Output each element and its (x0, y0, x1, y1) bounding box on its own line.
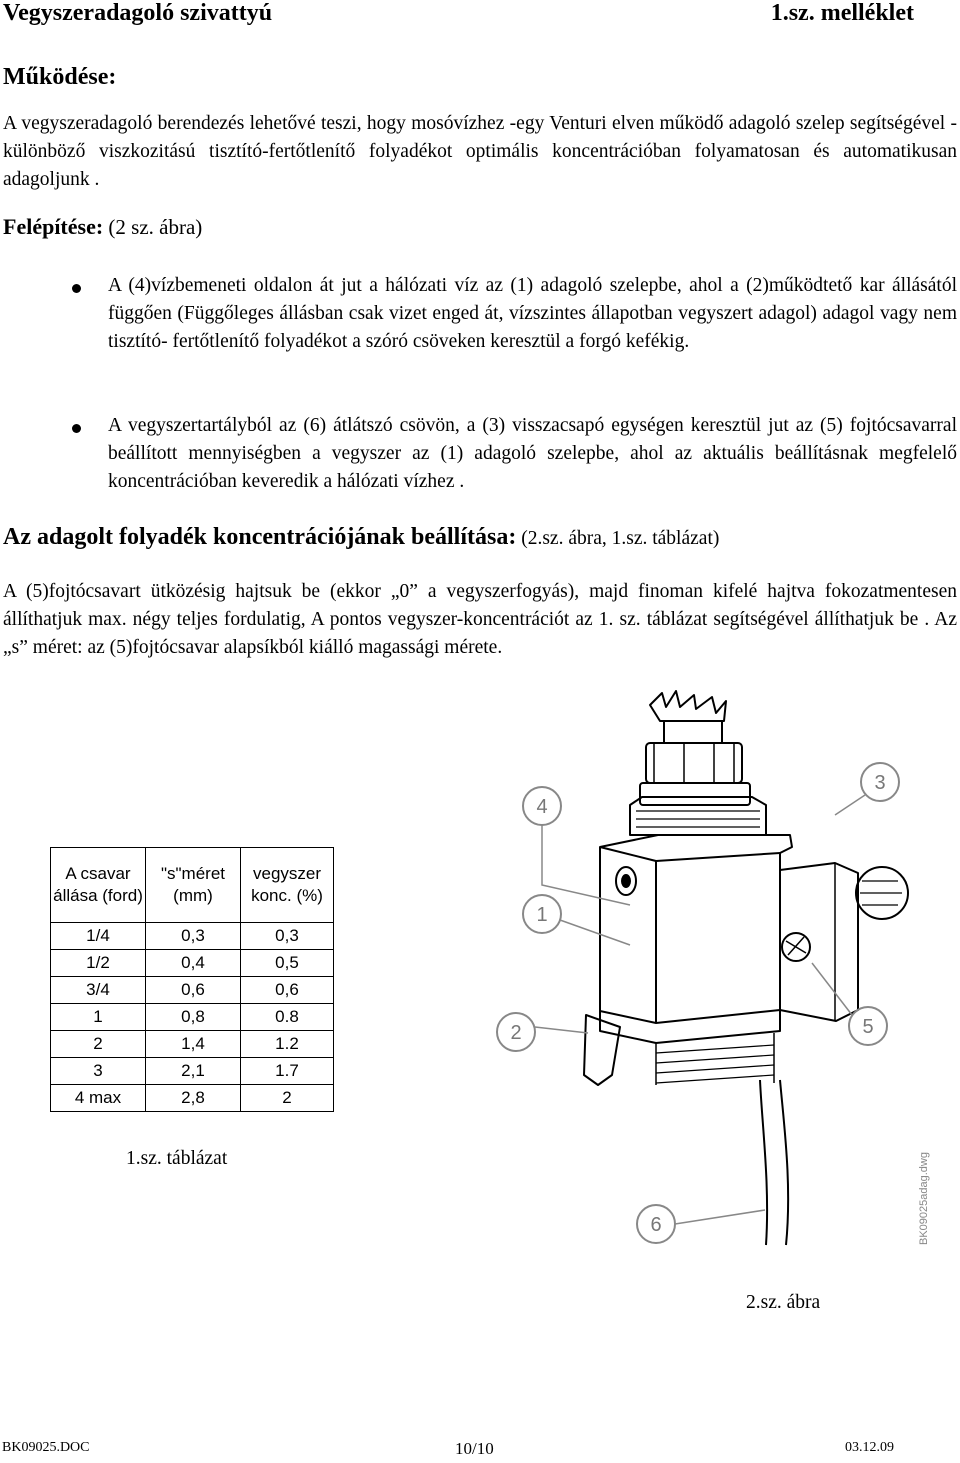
table-header-cell: A csavar állása (ford) (51, 848, 146, 923)
table-cell: 0,6 (146, 977, 241, 1004)
table-cell: 1,4 (146, 1031, 241, 1058)
table-header-row (51, 848, 334, 923)
table-cell: 0,4 (146, 950, 241, 977)
table-cell: 1/2 (51, 950, 146, 977)
valve-body-edges (600, 847, 780, 1023)
callout-3: 3 (874, 772, 886, 794)
table-cell: 3/4 (51, 977, 146, 1004)
callout-6: 6 (650, 1214, 662, 1236)
lower-collar (600, 1010, 780, 1043)
valve-drawing (480, 685, 940, 1265)
footer-doc-name: BK09025.DOC (2, 1440, 90, 1455)
thread-collar (630, 797, 766, 835)
table-cell: 4 max (51, 1085, 146, 1112)
table-cell: 0,3 (241, 923, 334, 950)
table-row (51, 1004, 334, 1031)
table-row (51, 1058, 334, 1085)
construction-heading (3, 214, 202, 240)
footer-page: 10/10 (455, 1439, 494, 1458)
table-row (51, 950, 334, 977)
table-cell: 0,5 (241, 950, 334, 977)
table-cell: 1/4 (51, 923, 146, 950)
concentration-paragraph: A (5)fojtócsavart ütközésig hajtsuk be (ekkor „0” a vegyszerfogyás), majd finoman kifelé hajtva fokozatmentesen állíthatjuk max. négy teljes fordulatig, A pontos vegyszer-koncentrációt az 1. sz. táblázat segítségével állíthatjuk be . Az „s” méret: az (5)fojtócsavar alapsíkból kiálló magassági mérete. (3, 581, 957, 658)
construction-heading-ref: (2 sz. ábra) (108, 215, 203, 239)
operation-heading: Működése: (3, 64, 117, 90)
table-cell: 1.7 (241, 1058, 334, 1085)
table-cell: 2,1 (146, 1058, 241, 1085)
table-header-cell: vegyszer konc. (%) (241, 848, 334, 923)
table-cell: 2 (241, 1085, 334, 1112)
table-cell: 0,6 (241, 977, 334, 1004)
callout-2: 2 (510, 1022, 522, 1044)
transparent-tube-edge (780, 1080, 788, 1245)
callout-4: 4 (536, 796, 548, 818)
construction-heading-label: Felépítése: (3, 214, 104, 239)
check-valve-housing (780, 863, 858, 1021)
table-row (51, 1031, 334, 1058)
document-title: Vegyszeradagoló szivattyú (3, 0, 273, 26)
table-cell: 1 (51, 1004, 146, 1031)
callout-1: 1 (536, 904, 548, 926)
operating-lever (584, 1015, 620, 1085)
table-cell: 0,3 (146, 923, 241, 950)
bullet-dot (72, 284, 81, 293)
bullet-dot (72, 424, 81, 433)
table-cell: 0.8 (241, 1004, 334, 1031)
transparent-tube (760, 1080, 767, 1245)
inlet-nut (646, 743, 742, 783)
table-header-cell: "s"méret (mm) (146, 848, 241, 923)
table-cell: 3 (51, 1058, 146, 1085)
table-row (51, 977, 334, 1004)
table-caption: 1.sz. táblázat (126, 1148, 228, 1169)
inlet-ring (640, 783, 750, 805)
concentration-heading (3, 524, 719, 551)
concentration-table (50, 847, 334, 1112)
table-cell: 2,8 (146, 1085, 241, 1112)
valve-body (600, 835, 792, 1023)
operation-paragraph: A vegyszeradagoló berendezés lehetővé teszi, hogy mosóvízhez -egy Venturi elven működő adagoló szelep segítségével - különböző viszkozitású tisztító-fertőtlenítő folyadékot optimális koncentrációban folyamatosan és automatikusan adagoljunk . (3, 113, 957, 190)
construction-bullet-1: A (4)vízbemeneti oldalon át jut a hálózati víz az (1) adagoló szelepbe, ahol a (2)működtető kar állásától függően (Függőleges állásban csak vizet enged át, vízszintes állapotban vegyszert adagol) adagol vagy nem tisztító- fertőtlenítő folyadékot a szóró csöveken keresztül a forgó kefékig. (108, 275, 957, 352)
concentration-heading-label: Az adagolt folyadék koncentrációjának beállítása: (3, 524, 517, 550)
figure-caption: 2.sz. ábra (746, 1292, 821, 1313)
table-cell: 1.2 (241, 1031, 334, 1058)
table-cell: 2 (51, 1031, 146, 1058)
outlet-thread (656, 1045, 774, 1083)
drawing-filename: BK09025adag.dwg (918, 1152, 930, 1245)
table-row (51, 923, 334, 950)
footer-date: 03.12.09 (845, 1440, 894, 1455)
inlet-pipe (664, 721, 722, 743)
table-cell: 0,8 (146, 1004, 241, 1031)
table-row (51, 1085, 334, 1112)
construction-bullet-2: A vegyszertartályból az (6) átlátszó csövön, a (3) visszacsapó egységen keresztül jut az (5) fojtócsavarral beállított mennyiségben a vegyszer az (1) adagoló szelepbe, ahol az aktuális beállításnak megfelelő koncentrációban keveredik a hálózati vízhez . (108, 415, 957, 492)
callout-5: 5 (862, 1016, 874, 1038)
annex-label: 1.sz. melléklet (770, 0, 914, 26)
hose-top-fragment (650, 691, 726, 721)
concentration-heading-ref: (2.sz. ábra, 1.sz. táblázat) (521, 528, 720, 549)
